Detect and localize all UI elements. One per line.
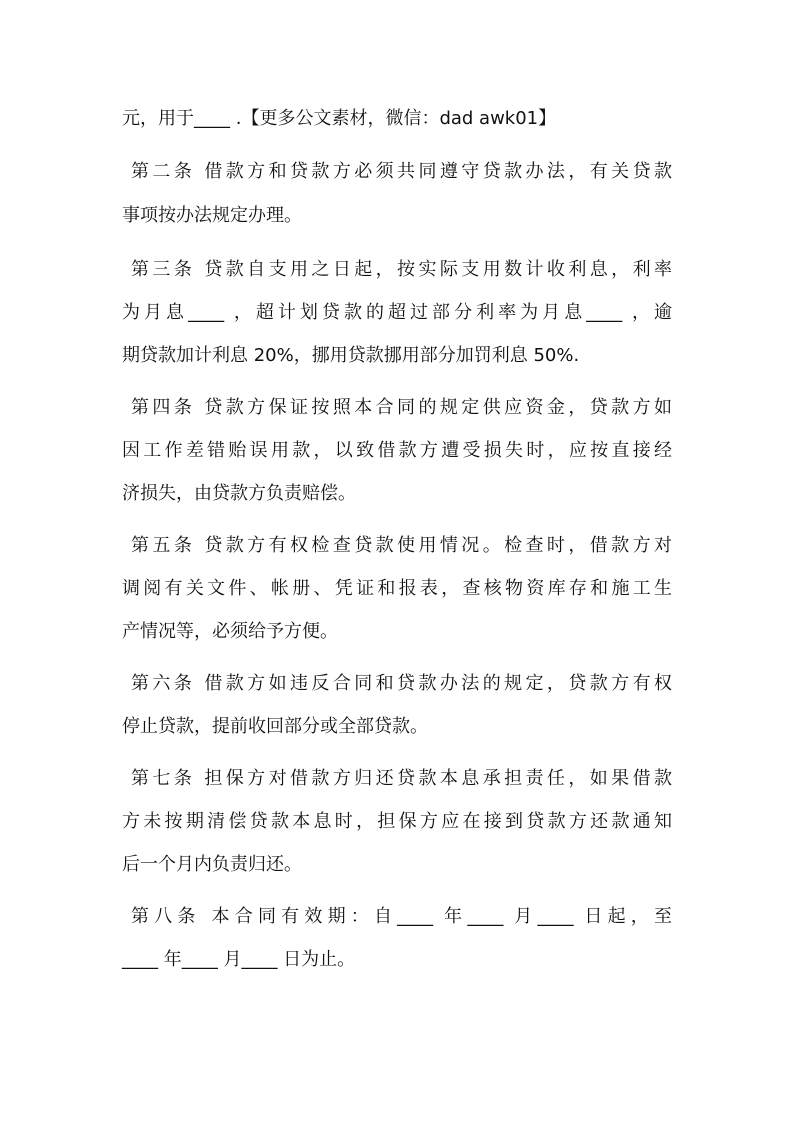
text-line-13	[131, 669, 672, 699]
text-line-18	[131, 902, 672, 932]
text-line-9	[122, 479, 672, 509]
line-18-text: 第八条 本合同有效期：自____ 年____ 月____ 日起，至	[131, 906, 672, 927]
text-line-15	[131, 764, 672, 794]
line-2-text: 第二条 借款方和贷款方必须共同遵守贷款办法，有关贷款	[131, 161, 672, 182]
text-line-10	[131, 531, 672, 561]
line-19-text: ____ 年____ 月____ 日为止。	[122, 949, 356, 970]
line-3-text: 事项按办法规定办理。	[122, 205, 302, 226]
text-line-2	[131, 157, 672, 187]
line-5-text: 为月息____ ，超计划贷款的超过部分利率为月息____ ，逾	[122, 302, 672, 323]
line-1-text: 元，用于____ .【更多公文素材，微信：dad awk01】	[122, 108, 557, 129]
text-line-14	[122, 712, 672, 742]
text-line-3	[122, 201, 672, 231]
text-line-12	[122, 617, 672, 647]
text-line-5	[122, 298, 672, 328]
line-12-text: 产情况等，必须给予方便。	[122, 621, 338, 642]
text-line-19	[122, 945, 672, 975]
text-line-16	[122, 807, 672, 837]
line-8-text: 因工作差错贻误用款，以致借款方遭受损失时，应按直接经	[122, 440, 672, 461]
text-line-7	[131, 393, 672, 423]
text-line-11	[122, 574, 672, 604]
text-line-6	[122, 341, 672, 371]
line-11-text: 调阅有关文件、帐册、凭证和报表，查核物资库存和施工生	[122, 578, 672, 599]
text-line-4	[131, 255, 672, 285]
line-10-text: 第五条 贷款方有权检查贷款使用情况。检查时，借款方对	[131, 535, 672, 556]
line-17-text: 后一个月内负责归还。	[122, 854, 302, 875]
line-7-text: 第四条 贷款方保证按照本合同的规定供应资金，贷款方如	[131, 397, 672, 418]
line-16-text: 方未按期清偿贷款本息时，担保方应在接到贷款方还款通知	[122, 811, 672, 832]
text-line-8	[122, 436, 672, 466]
line-15-text: 第七条 担保方对借款方归还贷款本息承担责任，如果借款	[131, 768, 672, 789]
line-6-text: 期贷款加计利息 20%，挪用贷款挪用部分加罚利息 50%.	[122, 345, 580, 366]
line-13-text: 第六条 借款方如违反合同和贷款办法的规定，贷款方有权	[131, 673, 672, 694]
text-line-1	[122, 104, 672, 134]
line-9-text: 济损失，由贷款方负责赔偿。	[122, 483, 356, 504]
line-4-text: 第三条 贷款自支用之日起，按实际支用数计收利息，利率	[131, 259, 672, 280]
line-14-text: 停止贷款，提前收回部分或全部贷款。	[122, 716, 428, 737]
text-line-17	[122, 850, 672, 880]
